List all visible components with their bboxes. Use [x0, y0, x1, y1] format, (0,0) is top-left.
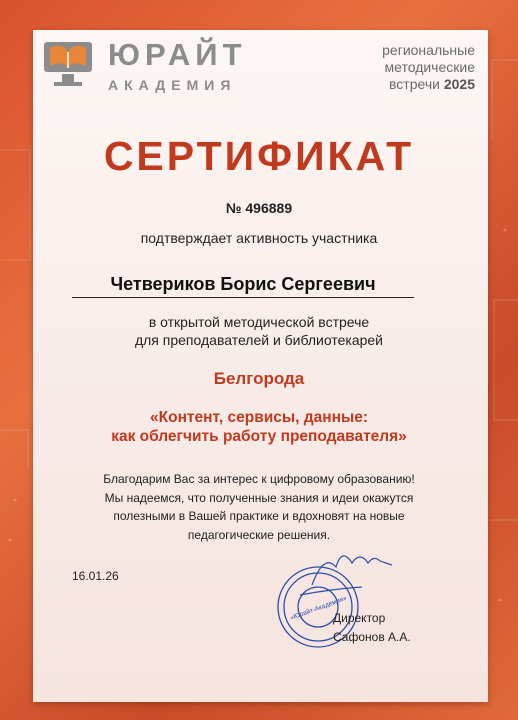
director-name: Сафонов А.А. — [333, 630, 411, 644]
director-title: Директор — [333, 611, 386, 625]
director-signature-block — [333, 609, 411, 647]
meeting-line3-text: встречи — [389, 76, 440, 92]
brand-subtitle: АКАДЕМИЯ — [108, 77, 237, 93]
stamp-center-text: «Юрайт-Академия» — [289, 594, 348, 622]
event-description — [0, 313, 518, 349]
event-theme — [0, 408, 518, 446]
yurait-logo-icon — [42, 38, 97, 88]
city-name: Белгорода — [213, 369, 305, 388]
brand-name: ЮРАЙТ — [108, 37, 247, 72]
meeting-line1: региональные — [382, 42, 475, 58]
theme-line2: как облегчить работу преподавателя» — [111, 428, 407, 445]
meeting-line3 — [382, 76, 475, 93]
issue-date: 16.01.26 — [72, 569, 119, 583]
event-line1: в открытой методической встрече — [148, 314, 370, 330]
thanks-line1: Благодарим Вас за интерес к цифровому образованию! — [103, 472, 415, 486]
thanks-line2: Мы надеемся, что полученные знания и идеи окажутся — [104, 490, 414, 505]
recipient-name: Четвериков Борис Сергеевич — [72, 274, 414, 298]
theme-line1: «Контент, сервисы, данные: — [150, 409, 368, 426]
thanks-text — [0, 470, 518, 544]
thanks-line3: полезными в Вашей практике и вдохновят на новые — [113, 509, 405, 523]
certificate-title: СЕРТИФИКАТ — [103, 133, 415, 179]
thanks-line4: педагогические решения. — [187, 527, 331, 542]
meeting-line2: методические — [384, 59, 475, 75]
meeting-year: 2025 — [443, 76, 475, 92]
event-line2: для преподавателей и библиотекарей — [134, 332, 384, 348]
confirm-text: подтверждает активность участника — [140, 230, 378, 246]
certificate-number: № 496889 — [225, 200, 293, 216]
meeting-label — [382, 42, 475, 93]
